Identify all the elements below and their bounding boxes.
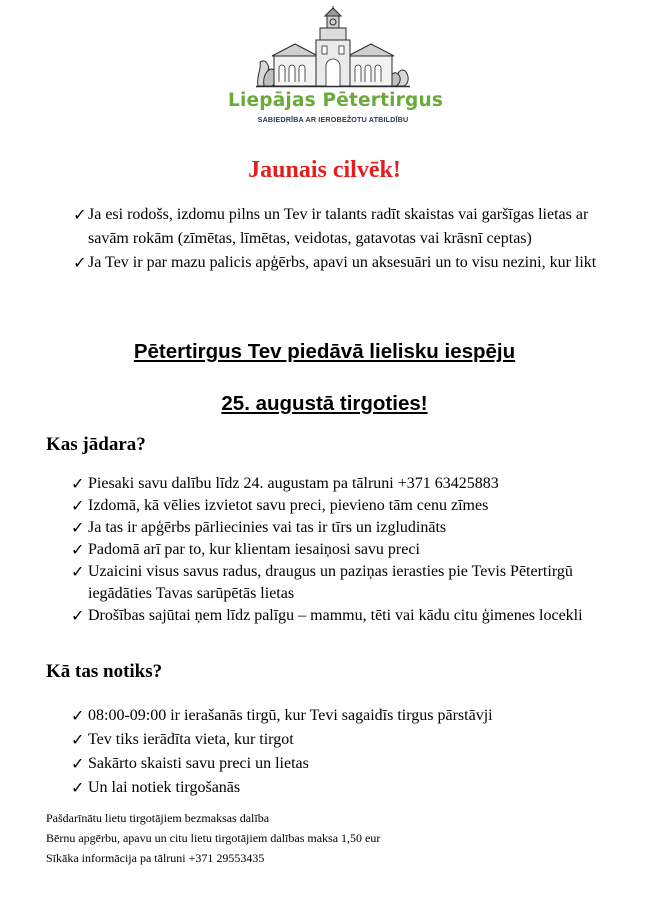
list-item-text: Ja tas ir apģērbs pārliecinies vai tas ir tīrs un izgludināts [88,519,447,536]
list-item [71,752,636,776]
list-item [71,473,636,495]
footer-line: Sīkāka informācija pa tālruni +371 29553435 [46,851,265,865]
list-item [71,517,636,539]
list-item [71,728,636,752]
list-item-text: Un lai notiek tirgošanās [88,779,241,796]
intro-list [73,203,633,275]
list-item [71,539,636,561]
footer-line: Pašdarīnātu lietu tirgotājiem bezmaksas dalība [46,811,270,825]
offer-line-1: Pētertirgus Tev piedāvā lielisku iespēju [133,340,516,363]
checkmark-icon: ✓ [71,518,85,537]
checkmark-icon: ✓ [71,730,85,749]
list-item-text: Drošības sajūtai ņem līdz palīgu – mammu, tēti vai kādu citu ģimenes locekli [88,607,583,624]
checkmark-icon: ✓ [71,562,85,581]
list-item-text: Ja esi rodošs, izdomu pilns un Tev ir talants radīt skaistas vai garšīgas lietas ar savām rokām (zīmētas, līmētas, veidotas, gatavotas vai krāsnī ceptas) [88,206,589,247]
checkmark-icon: ✓ [71,754,85,773]
list-item-text: Padomā arī par to, kur klientam iesaiņosi savu preci [88,541,420,558]
company-logo [228,6,444,132]
checkmark-icon: ✓ [73,205,87,224]
section-heading-how: Kā tas notiks? [46,661,163,682]
list-item [71,495,636,517]
list-item-text: Tev tiks ierādīta vieta, kur tirgot [88,731,294,748]
list-item [73,251,633,275]
checkmark-icon: ✓ [71,474,85,493]
list-item-text: 08:00-09:00 ir ierašanās tirgū, kur Tevi sagaidīs tirgus pārstāvji [88,707,493,724]
todo-list [71,473,636,627]
list-item-text: Uzaicini visus savus radus, draugus un paziņas ierasties pie Tevis Pētertirgū iegādāties Tavas sarūpētās lietas [88,563,573,602]
list-item-text: Izdomā, kā vēlies izvietot savu preci, pievieno tām cenu zīmes [88,497,489,514]
list-item [71,776,636,800]
logo-subtitle: SABIEDRĪBA AR IEROBEŽOTU ATBILDĪBU [257,115,409,124]
checkmark-icon: ✓ [71,496,85,515]
list-item-text: Sakārto skaisti savu preci un lietas [88,755,309,772]
list-item [71,704,636,728]
offer-line-2: 25. augustā tirgoties! [221,392,428,415]
market-building-icon [256,6,410,90]
footer-notes [46,808,380,868]
checkmark-icon: ✓ [71,540,85,559]
logo-name: Liepājas Pētertirgus [228,90,444,111]
section-heading-todo: Kas jādara? [46,434,146,455]
checkmark-icon: ✓ [73,253,87,272]
checkmark-icon: ✓ [71,706,85,725]
checkmark-icon: ✓ [71,778,85,797]
headline: Jaunais cilvēk! [248,157,401,183]
checkmark-icon: ✓ [71,606,85,625]
list-item [73,203,633,251]
list-item-text: Piesaki savu dalību līdz 24. augustam pa tālruni +371 63425883 [88,475,499,492]
list-item-text: Ja Tev ir par mazu palicis apģērbs, apavi un aksesuāri un to visu nezini, kur likt [88,254,597,271]
list-item [71,561,636,605]
how-list [71,704,636,800]
footer-line: Bērnu apgērbu, apavu un citu lietu tirgotājiem dalības maksa 1,50 eur [46,831,381,845]
list-item [71,605,636,627]
